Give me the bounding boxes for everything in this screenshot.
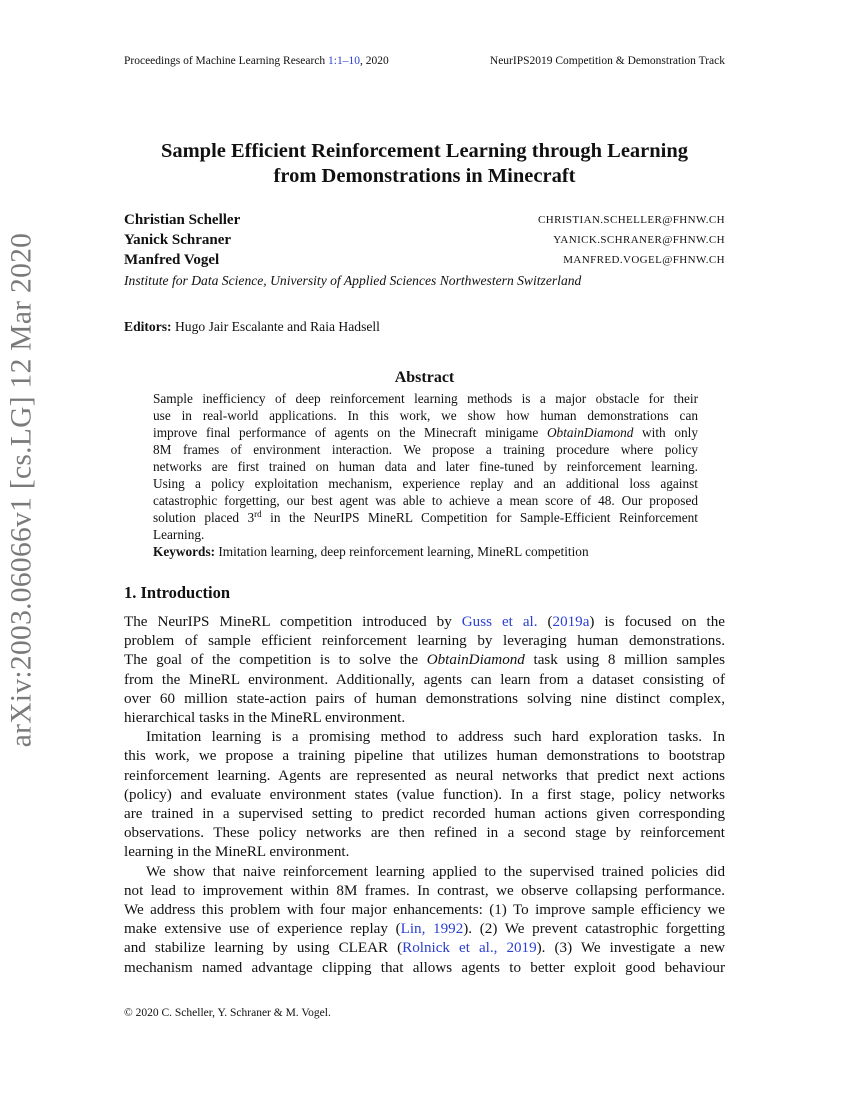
author-name: Manfred Vogel <box>124 252 220 268</box>
affiliation: Institute for Data Science, University of Applied Sciences Northwestern Switzerland <box>124 273 582 288</box>
header-pages-link[interactable]: 1:1–10 <box>328 55 360 67</box>
editors-line <box>124 319 380 335</box>
author-block <box>124 212 725 289</box>
citation-link[interactable]: Guss et al. <box>461 614 538 630</box>
author-email: YANICK.SCHRANER@FHNW.CH <box>553 234 725 246</box>
editors-names: Hugo Jair Escalante and Raia Hadsell <box>174 319 380 334</box>
header-track: NeurIPS2019 Competition & Demonstration Track <box>489 55 725 67</box>
keywords-list: Imitation learning, deep reinforcement learning, MineRL competition <box>218 544 589 559</box>
arxiv-stamp: arXiv:2003.06066v1 [cs.LG] 12 Mar 2020 <box>5 232 38 748</box>
author-row <box>124 212 725 232</box>
header-proceedings: Proceedings of Machine Learning Research 1:1–10, 2020 <box>124 55 389 67</box>
editors-label: Editors: <box>124 319 172 334</box>
citation-link[interactable]: Rolnick et al., 2019 <box>402 940 537 957</box>
author-email: MANFRED.VOGEL@FHNW.CH <box>563 254 725 266</box>
paper-title: Sample Efficient Reinforcement Learning through Learning from Demonstrations in Minecraft <box>160 140 689 187</box>
author-row <box>124 232 725 252</box>
abstract-heading: Abstract <box>394 369 455 386</box>
author-name: Christian Scheller <box>124 212 241 228</box>
introduction-body: The NeurIPS MineRL competition introduced by Guss et al. (2019a) is focused on the problem of sample efficient reinforcement learning by leveraging human demonstrations. The goal of the competition is to solve the ObtainDiamond task using 8 million samples from the MineRL environment. Additionally, agents can learn from a dataset consisting of over 60 million state-action pairs of human demonstrations solving nine distinct complex, hierarchical tasks in the MineRL environment. Imitation learning is a promising method to address such hard exploration tasks. In this work, we propose a training pipeline that utilizes human demonstrations to bootstrap reinforcement learning. Agents are represented as neural networks that predict next actions (policy) and evaluate environment states (value function). In a first stage, policy networks are trained in a supervised setting to predict recorded human actions given corresponding observations. These policy networks are then refined in a second stage by reinforcement learning in the MineRL environment. We show that naive reinforcement learning applied to the supervised trained policies did not lead to improvement within 8M frames. In contrast, we observe collapsing performance. We address this problem with four major enhancements: (1) To improve sample efficiency we make extensive use of experience replay (Lin, 1992). (2) We prevent catastrophic forgetting and stabilize learning by using CLEAR (Rolnick et al., 2019). (3) We investigate a new mechanism named advantage clipping that allows agents to better exploit good behaviour <box>124 614 726 976</box>
citation-link[interactable]: Lin, 1992 <box>400 921 464 938</box>
section-heading-introduction: 1. Introduction <box>124 583 231 602</box>
citation-link[interactable]: 2019a <box>552 614 590 630</box>
author-row <box>124 252 725 272</box>
copyright-footer: © 2020 C. Scheller, Y. Schraner & M. Vogel. <box>124 1007 331 1019</box>
keywords-label: Keywords: <box>153 544 216 559</box>
abstract-body: Sample inefficiency of deep reinforcement learning methods is a major obstacle for their use in real-world applications. In this work, we show how human demonstrations can improve final performance of agents on the Minecraft minigame ObtainDiamond with only 8M frames of environment interaction. We propose a training procedure where policy networks are first trained on human data and later fine-tuned by reinforcement learning. Using a policy exploitation mechanism, experience replay and an additional loss against catastrophic forgetting, our best agent was able to achieve a mean score of 48. Our proposed solution placed 3rd in the NeurIPS MineRL Competition for Sample-Efficient Reinforcement Learning. Keywords: Imitation learning, deep reinforcement learning, MineRL competition <box>153 391 698 559</box>
author-name: Yanick Schraner <box>124 232 232 248</box>
keywords-line <box>153 543 698 560</box>
author-email: CHRISTIAN.SCHELLER@FHNW.CH <box>538 214 725 226</box>
